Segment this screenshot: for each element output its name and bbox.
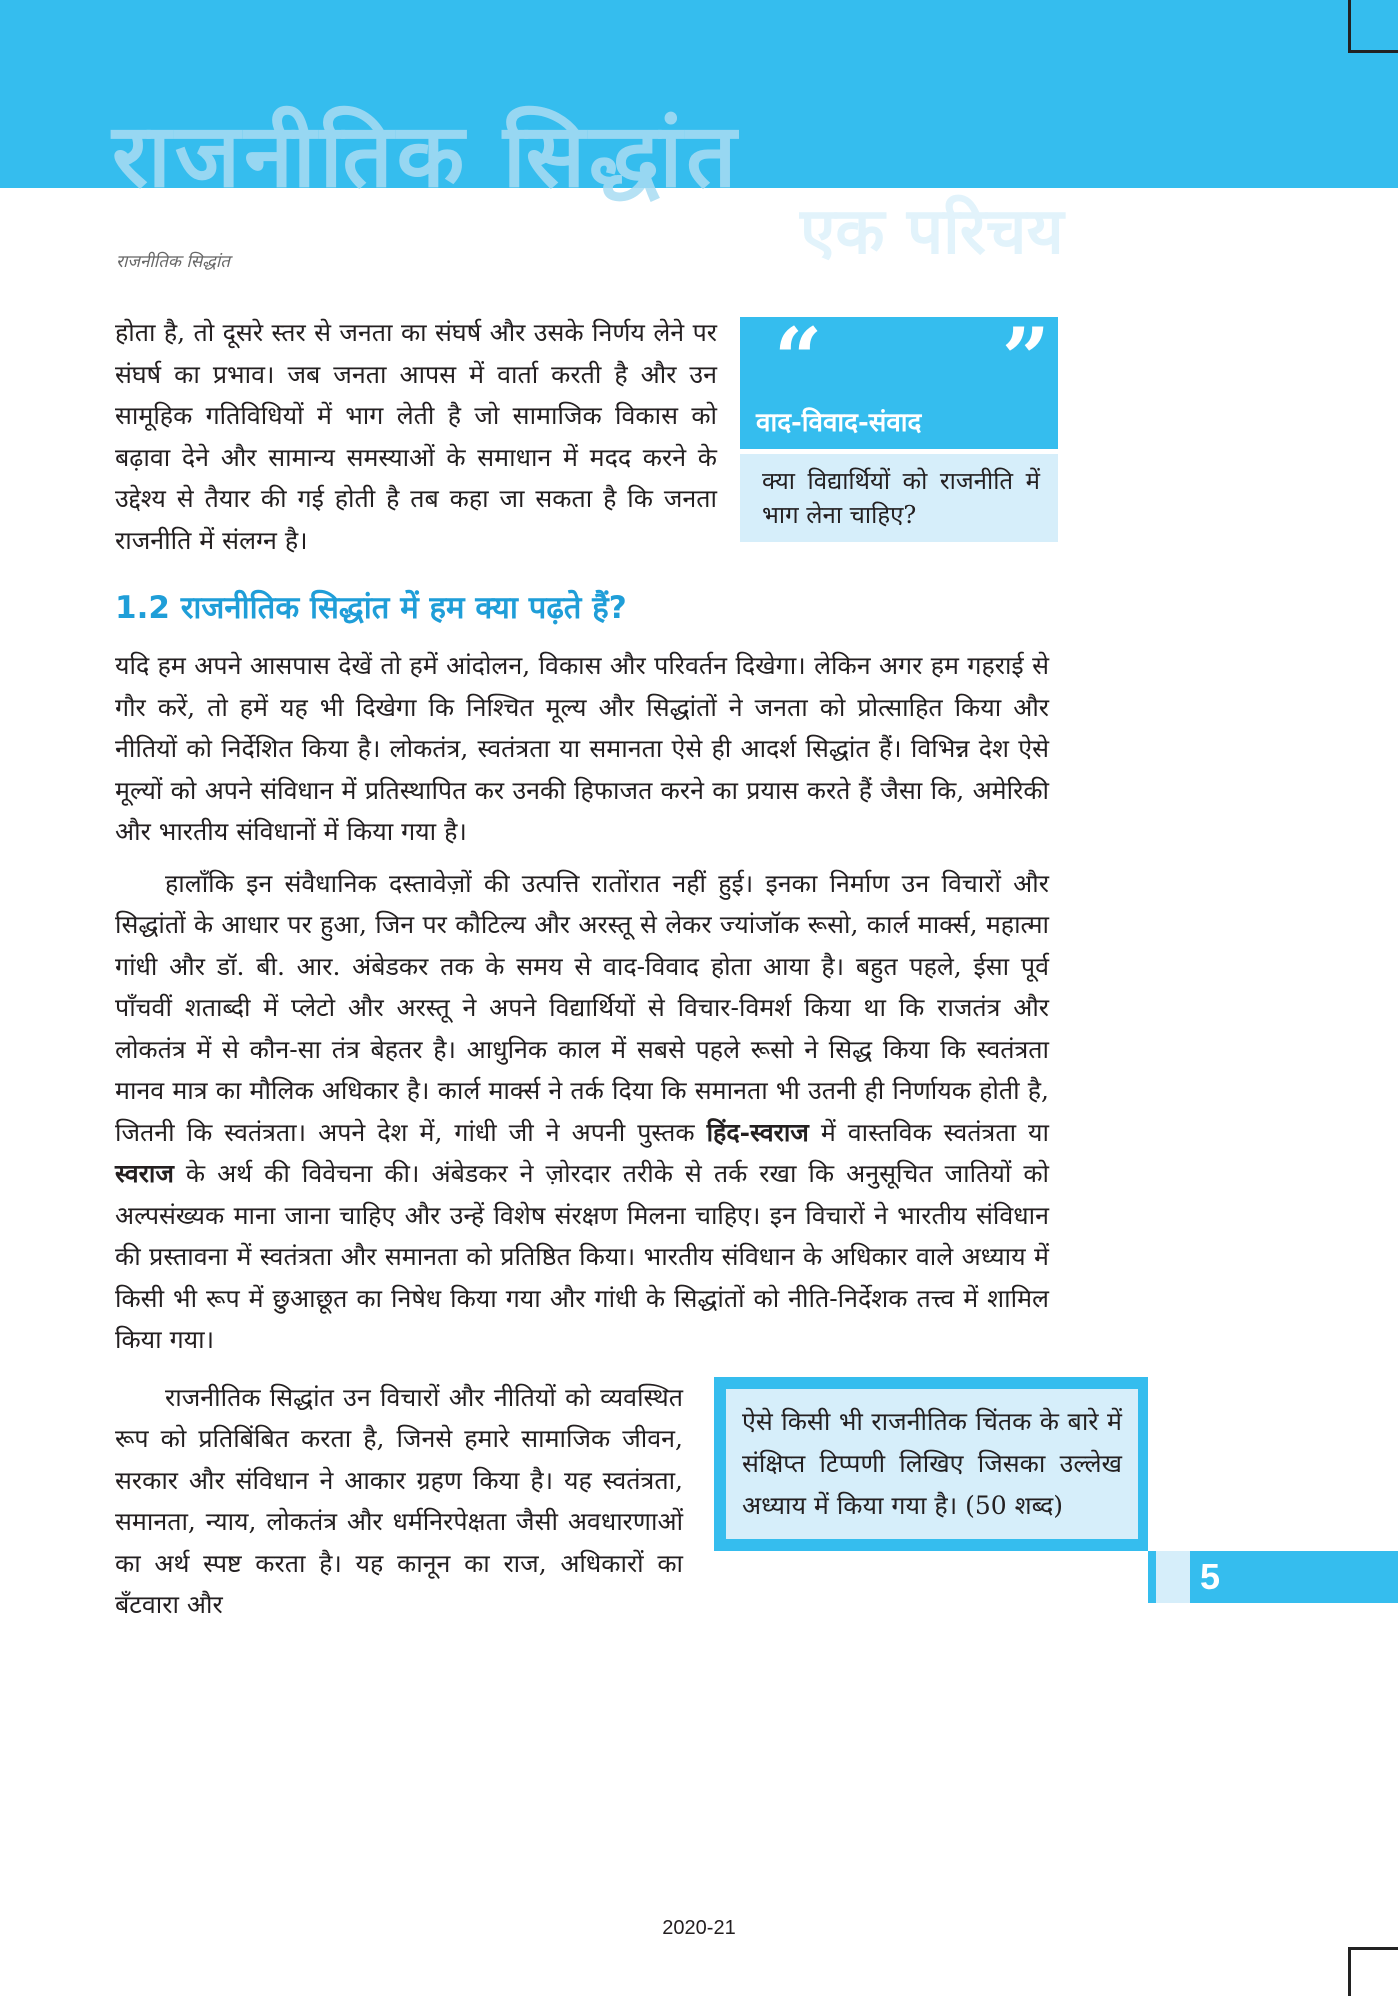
intro-paragraph: होता है, तो दूसरे स्तर से जनता का संघर्ष और उसके निर्णय लेने पर संघर्ष का प्रभाव। जब जनता आपस में वार्ता करती है और उन सामूहिक गतिविधियों में भाग लेती है जो सामाजिक विकास को बढ़ावा देने और सामान्य समस्याओं के समाधान में मदद करने के उद्देश्य से तैयार की गई होती है तब कहा जा सकता है कि जनता राजनीति में संलग्न है।: [115, 318, 717, 555]
footer-year: 2020-21: [662, 1917, 736, 1939]
close-quote-icon: ”: [1001, 309, 1050, 408]
activity-text: ऐसे किसी भी राजनीतिक चिंतक के बारे में संक्षिप्त टिप्पणी लिखिए जिसका उल्लेख अध्याय में किया गया है। (50 शब्द): [726, 1389, 1138, 1539]
debate-question: क्या विद्यार्थियों को राजनीति में भाग लेना चाहिए?: [740, 454, 1058, 542]
page-tab-strip: [1148, 1551, 1156, 1603]
chapter-title: राजनीतिक सिद्धांत: [112, 104, 741, 207]
bottom-right-column: [714, 1377, 1398, 1603]
text: के अर्थ की विवेचना की। अंबेडकर ने ज़ोरदार तरीके से तर्क रखा कि अनुसूचित जातियों को अल्पसंख्यक माना जाना चाहिए और उन्हें विशेष संरक्षण मिलना चाहिए। इन विचारों ने भारतीय संविधान की प्रस्तावना में स्वतंत्रता और समानता को प्रतिष्ठित किया। भारतीय संविधान के अधिकार वाले अध्याय में किसी भी रूप में छुआछूत का निषेध किया गया और गांधी के सिद्धांतों को नीति-निर्देशक तत्त्व में शामिल किया गया।: [115, 1159, 1049, 1354]
bottom-row: [115, 1377, 1221, 1626]
bold-term: स्वराज: [115, 1159, 174, 1188]
paragraph-3: [115, 863, 1049, 1361]
running-head: राजनीतिक सिद्धांत: [116, 252, 230, 272]
paragraph-2: यदि हम अपने आसपास देखें तो हमें आंदोलन, विकास और परिवर्तन दिखेगा। लेकिन अगर हम गहराई से गौर करें, तो हमें यह भी दिखेगा कि निश्चित मूल्य और सिद्धांतों ने जनता को प्रोत्साहित किया और नीतियों को निर्देशित किया है। लोकतंत्र, स्वतंत्रता या समानता ऐसे ही आदर्श सिद्धांत हैं। विभिन्न देश ऐसे मूल्यों को अपने संविधान में प्रतिस्थापित कर उनकी हिफाजत करने का प्रयास करते हैं जैसा कि, अमेरिकी और भारतीय संविधानों में किया गया है।: [115, 651, 1049, 846]
intro-row: [115, 309, 1050, 561]
page-tab: [1148, 1551, 1398, 1603]
text: हालाँकि इन संवैधानिक दस्तावेज़ों की उत्पत्ति रातोंरात नहीं हुई। इनका निर्माण उन विचारों और सिद्धांतों के आधार पर हुआ, जिन पर कौटिल्य और अरस्तू से लेकर ज्यांजॉक रूसो, कार्ल मार्क्स, महात्मा गांधी और डॉ. बी. आर. अंबेडकर तक के समय से वाद-विवाद होता आया है। बहुत पहले, ईसा पूर्व पाँचवीं शताब्दी में प्लेटो और अरस्तू ने अपने विद्यार्थियों से विचार-विमर्श किया था कि राजतंत्र और लोकतंत्र में से कौन-सा तंत्र बेहतर है। आधुनिक काल में सबसे पहले रूसो ने सिद्ध किया कि स्वतंत्रता मानव मात्र का मौलिक अधिकार है। कार्ल मार्क्स ने तर्क दिया कि समानता भी उतनी ही निर्णायक होती है, जितनी कि स्वतंत्रता। अपने देश में, गांधी जी ने अपनी पुस्तक: [115, 868, 1049, 1147]
paragraph-4: राजनीतिक सिद्धांत उन विचारों और नीतियों को व्यवस्थित रूप को प्रतिबिंबित करता है, जिनसे हमारे सामाजिक जीवन, सरकार और संविधान ने आकार ग्रहण किया है। यह स्वतंत्रता, समानता, न्याय, लोकतंत्र और धर्मनिरपेक्षता जैसी अवधारणाओं का अर्थ स्पष्ट करता है। यह कानून का राज, अधिकारों का बँटवारा और: [115, 1382, 683, 1619]
section-heading: 1.2 राजनीतिक सिद्धांत में हम क्या पढ़ते हैं?: [115, 590, 627, 626]
page-number: 5: [1190, 1551, 1398, 1603]
page-tab-light: [1156, 1551, 1190, 1603]
chapter-subtitle-ghost: एक परिचय: [800, 195, 1064, 269]
bold-term: हिंद-स्वराज: [706, 1117, 809, 1147]
crop-mark-top-right: [1348, 0, 1398, 53]
text: में वास्तविक स्वतंत्रता या: [808, 1117, 1049, 1147]
debate-label: वाद-विवाद-संवाद: [756, 408, 922, 438]
debate-box-header: [740, 309, 1058, 449]
page-content: [0, 309, 1398, 1626]
activity-box: [714, 1377, 1148, 1551]
open-quote-icon: “: [774, 309, 823, 408]
debate-box: [740, 309, 1058, 542]
crop-mark-bottom-right: [1348, 1947, 1398, 1996]
